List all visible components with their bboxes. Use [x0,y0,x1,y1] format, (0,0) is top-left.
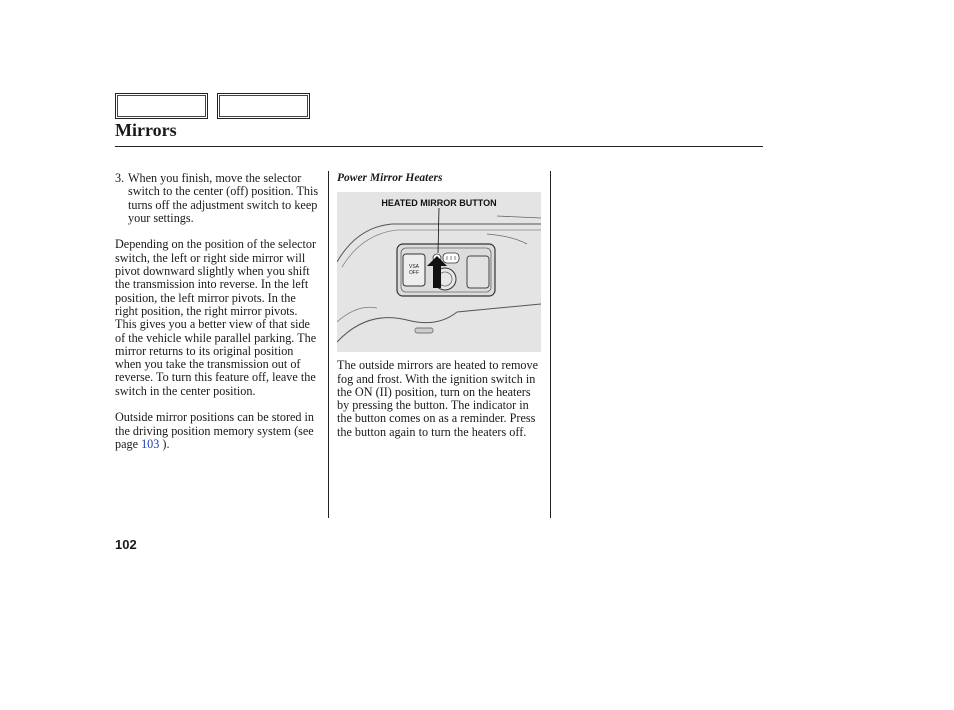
paragraph-memory [115,411,320,451]
heated-mirror-figure [337,192,541,352]
column-divider-1 [328,171,329,518]
left-column [115,172,320,465]
memory-text-after: ). [159,436,170,451]
middle-column [337,172,542,452]
step-item [115,172,320,225]
column-divider-2 [550,171,551,518]
dashboard-illustration [337,192,541,352]
step-text: When you finish, move the selector switch to the center (off) position. This turns off the adjustment switch to keep your settings. [128,171,319,225]
title-rule [115,146,763,147]
nav-button-2[interactable] [217,93,310,119]
step-number: 3. [115,171,125,185]
vsa-label: VSA [408,264,420,271]
heater-paragraph: The outside mirrors are heated to remove fog and frost. With the ignition switch in the ON (II) position, turn on the heaters by pressing the button. The indicator in the button comes on as a reminder. Press the button again to turn the heaters off. [337,358,539,439]
paragraph-pivot: Depending on the position of the selector switch, the left or right side mirror will pivot downward slightly when you shift the transmission into reverse. In the left position, the left mirror pivots. In the right position, the right mirror pivots. This gives you a better view of that side of the vehicle while parallel parking. The mirror returns to its original position when you take the transmission out of reverse. To turn this feature off, leave the switch in the center position. [115,237,317,398]
section-subheading: Power Mirror Heaters [337,172,443,184]
page-title: Mirrors [115,120,177,140]
nav-button-1[interactable] [115,93,208,119]
page-link-103[interactable]: 103 [141,436,160,451]
page-number: 102 [115,537,137,552]
figure-label: HEATED MIRROR BUTTON [381,198,497,209]
memory-text-before: Outside mirror positions can be stored in the driving position memory system (see page [115,410,315,451]
off-label: OFF [409,270,419,277]
